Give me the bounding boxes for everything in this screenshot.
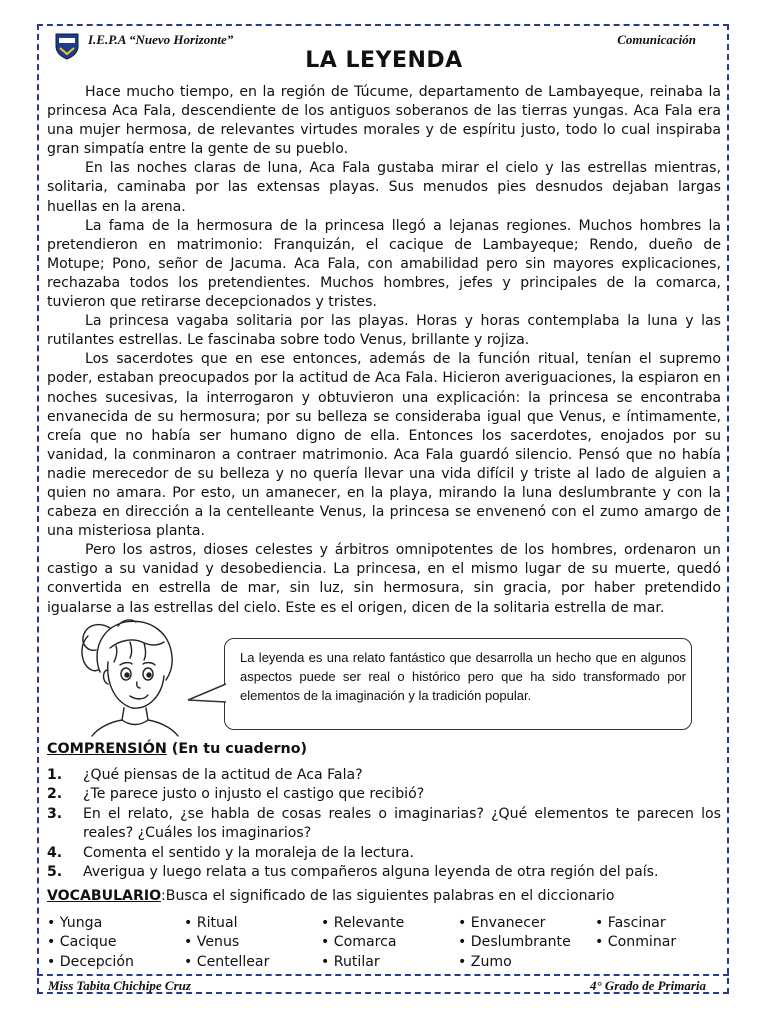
list-item: • Envanecer [458,915,546,931]
question-number: 3. [47,805,63,822]
question-text: Comenta el sentido y la moraleja de la lectura. [83,844,415,861]
paragraph: La princesa vagaba solitaria por las playas. Horas y horas contemplaba la luna y las rutilantes estrellas. Le fascinaba sobre todo Venus, brillante y rojiza. [47,313,721,349]
comprehension-title: COMPRENSIÓN [47,741,167,757]
question-number: 4. [47,844,63,861]
paragraph: En las noches claras de luna, Aca Fala gustaba mirar el cielo y las estrellas mientras, solitaria, caminaba por las extensas playas. Sus menudos pies desnudos dejaban largas huellas en la arena. [47,160,721,215]
list-item: • Deslumbrante [458,934,571,951]
vocabulary-instruction: :Busca el significado de las siguientes palabras en el diccionario [161,888,615,904]
list-item: • Yunga [47,915,103,931]
list-item: • Decepción [47,953,134,970]
question-number: 1. [47,767,63,783]
vocabulary-heading [47,888,614,904]
vocabulary-title: VOCABULARIO [47,888,162,904]
question-text: Averigua y luego relata a tus compañeros alguna leyenda de otra región del país. [83,864,659,881]
list-item [47,863,721,882]
list-item: • Venus [184,934,240,951]
paragraph: Los sacerdotes que en ese entonces, además de la función ritual, tenían el supremo poder, estaban preocupados por la actitud de Aca Fala. Hicieron averiguaciones, la espiaron en noches sucesivas, la interrogaron y obtuvieron una explicación: la princesa se encontraba envanecida de su hermosura; por su belleza se consideraba igual que Venus, e íntimamente, creía que no había ser humano digno de ella. Entonces los sacerdotes, enojados por su vanidad, la conminaron a contraer matrimonio. Aca Fala guardó silencio. Pensó que no había nadie merecedor de su belleza y no quería llevar una vida difícil y triste al lado de alguien a quien no amara. Por esto, un amanecer, en la playa, mirando la luna deslumbrante y con la cabeza en dirección a la centelleante Venus, la princesa se envenenó con el zumo amargo de una misteriosa planta. [47,351,721,540]
question-number: 5. [47,864,63,881]
list-item [47,805,721,844]
list-item [47,766,721,785]
list-item [47,844,721,863]
list-item: • Fascinar [595,915,666,931]
vocabulary-column [595,914,676,953]
grade-label: 4° Grado de Primaria [589,978,706,993]
vocabulary-column [184,914,269,972]
question-number: 2. [47,786,63,803]
question-text: ¿Qué piensas de la actitud de Aca Fala? [83,767,363,783]
definition-text: La leyenda es una relato fantástico que desarrolla un hecho que en algunos aspectos puede ser real o histórico pero que ha sido transformado por elementos de la imaginación y la tradición popular. [240,650,686,703]
paragraph: La fama de la hermosura de la princesa llegó a lejanas regiones. Muchos hombres la pretendieron en matrimonio: Franquizán, el cacique de Lambayeque; Rendo, dueño de Motupe; Pono, señor de Jacuma. Aca Fala, con amabilidad pero sin mayores explicaciones, rechazaba todos los pretendientes. Muchos hombres, jefes y principales de la comarca, tuvieron que retirarse decepcionados y tristes. [47,217,721,311]
question-text: En el relato, ¿se habla de cosas reales o imaginarias? ¿Qué elementos te parecen los reales? ¿Cuáles los imaginarios? [83,805,721,842]
footer-divider [37,974,729,976]
paragraph: Pero los astros, dioses celestes y árbitros omnipotentes de los hombres, ordenaron un castigo a su vanidad y desobediencia. La princesa, en el mismo lugar de su muerte, quedó convertida en estrella de mar, sin luz, sin hermosura, sin gracia, por haber pretendido igualarse a las estrellas del cielo. Este es el origen, dicen de la solitaria estrella de mar. [47,542,721,616]
speech-tail-icon [186,680,228,706]
vocabulary-column [458,914,571,972]
list-item [47,785,721,804]
girl-illustration [70,612,200,737]
subject-name: Comunicación [617,32,696,47]
question-list [47,766,721,882]
page-title: LA LEYENDA [305,48,463,73]
list-item: • Ritual [184,915,238,931]
list-item: • Rutilar [321,953,380,970]
teacher-name: Miss Tabita Chichipe Cruz [48,978,191,993]
list-item: • Conminar [595,934,677,951]
comprehension-note: (En tu cuaderno) [166,741,308,757]
paragraph: Hace mucho tiempo, en la región de Túcume, departamento de Lambayeque, reinaba la princesa Aca Fala, descendiente de los antiguos soberanos de las tierras yungas. Aca Fala era una mujer hermosa, de relevantes virtudes morales y de espíritu justo, todo lo cual inspiraba gran simpatía entre la gente de su pueblo. [47,84,721,158]
question-text: ¿Te parece justo o injusto el castigo que recibió? [83,786,425,803]
school-name: I.E.P.A “Nuevo Horizonte” [88,32,234,47]
list-item: • Comarca [321,934,397,951]
list-item: • Zumo [458,953,512,970]
vocabulary-column [47,914,134,972]
comprehension-heading [47,741,307,757]
list-item: • Centellear [184,953,270,970]
list-item: • Cacique [47,934,117,951]
vocabulary-column [321,914,404,972]
story-text [47,83,721,618]
list-item: • Relevante [321,915,405,931]
